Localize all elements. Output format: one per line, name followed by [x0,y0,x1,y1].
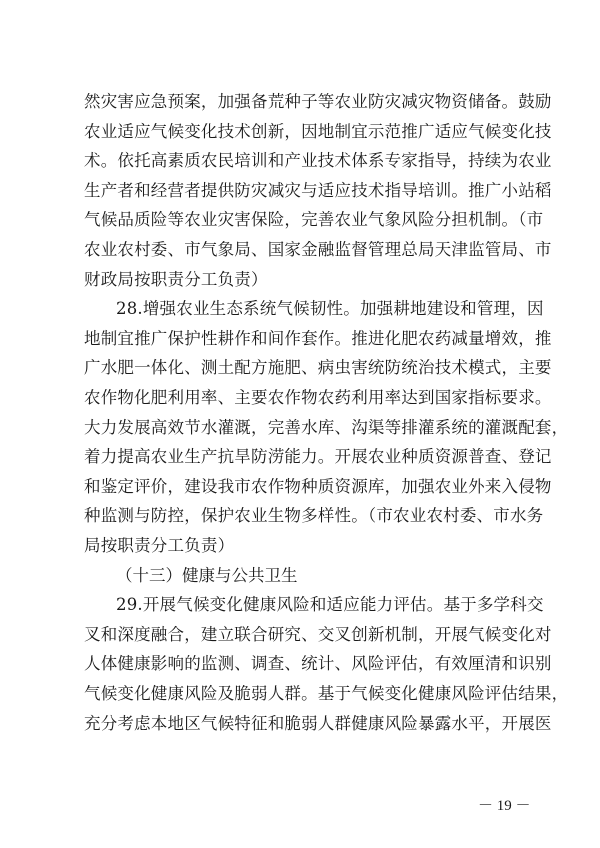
paragraph-3-line-2: 叉和深度融合，建立联合研究、交叉创新机制，开展气候变化对 [84,624,552,644]
paragraph-1-line-2: 农业适应气候变化技术创新，因地制宜示范推广适应气候变化技 [84,121,552,141]
paragraph-1-line-6: 农业农村委、市气象局、国家金融监督管理总局天津监管局、市 [84,240,552,259]
paragraph-2-line-8: 种监测与防控，保护农业生物多样性。（市农业农村委、市水务 [84,506,544,526]
paragraph-2-line-3: 广水肥一体化、测土配方施肥、病虫害统防统治技术模式，主要 [84,358,552,378]
paragraph-2-line-7: 和鉴定评价，建设我市农作物种质资源库，加强农业外来入侵物 [84,476,552,496]
paragraph-1-line-7: 财政局按职责分工负责） [84,269,268,289]
paragraph-2-line-2: 地制宜推广保护性耕作和间作套作。推进化肥农药减量增效，推 [84,328,552,348]
paragraph-2-line-4: 农作物化肥利用率、主要农作物农药利用率达到国家指标要求。 [84,388,552,407]
paragraph-2-line-9: 局按职责分工负责） [84,536,235,555]
paragraph-1-line-5: 气候品质险等农业灾害保险，完善农业气象风险分担机制。（市 [84,210,544,230]
paragraph-3-line-3: 人体健康影响的监测、调查、统计、风险评估，有效厘清和识别 [84,654,552,674]
paragraph-1-line-4: 生产者和经营者提供防灾减灾与适应技术指导培训。推广小站稻 [84,180,552,200]
paragraph-1-line-1: 然灾害应急预案，加强备荒种子等农业防灾减灾物资储备。鼓励 [84,92,552,111]
paragraph-2-line-1: 28.增强农业生态系统气候韧性。加强耕地建设和管理，因 [116,299,544,319]
paragraph-2-line-5: 大力发展高效节水灌溉，完善水库、沟渠等排灌系统的灌溉配套， [84,417,569,437]
page-number: － 19 － [478,798,531,814]
paragraph-3-line-5: 充分考虑本地区气候特征和脆弱人群健康风险暴露水平，开展医 [84,713,552,733]
paragraph-2-line-6: 着力提高农业生产抗旱防涝能力。开展农业种质资源普查、登记 [84,447,552,467]
paragraph-1-line-3: 术。依托高素质农民培训和产业技术体系专家指导，持续为农业 [84,151,552,171]
section-heading: （十三）健康与公共卫生 [116,565,298,585]
paragraph-3-line-4: 气候变化健康风险及脆弱人群。基于气候变化健康风险评估结果， [84,684,569,703]
paragraph-3-line-1: 29.开展气候变化健康风险和适应能力评估。基于多学科交 [116,595,544,615]
